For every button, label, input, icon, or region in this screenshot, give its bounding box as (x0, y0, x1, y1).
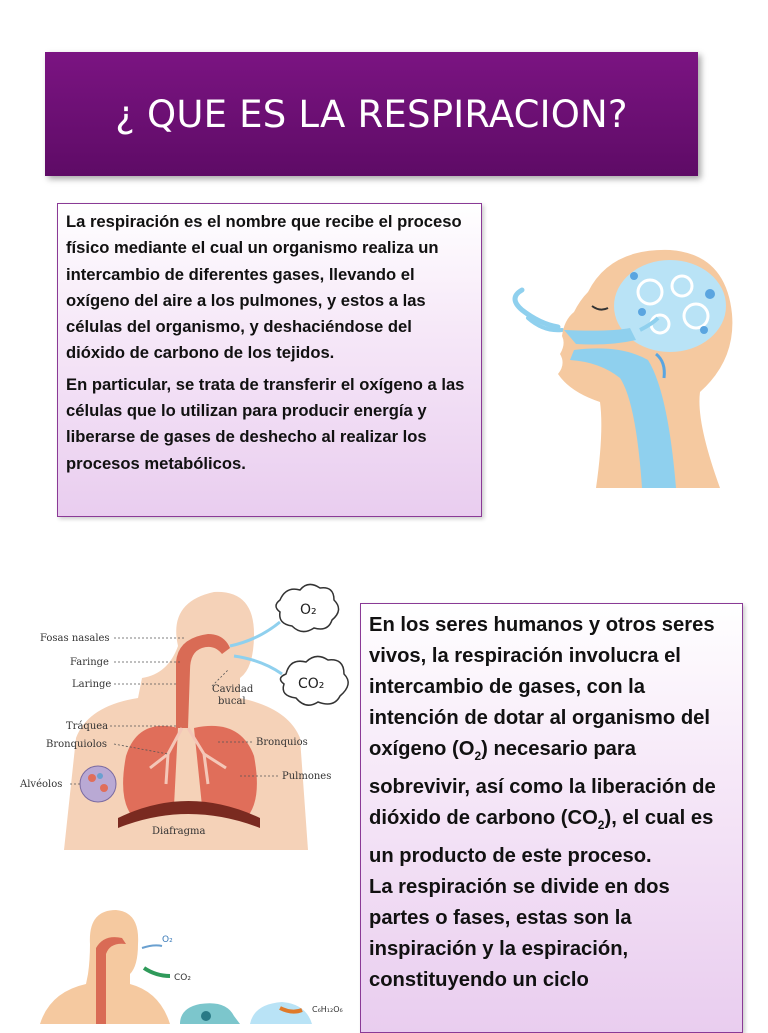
label-diafragma: Diafragma (152, 826, 206, 837)
respiration-phases-paragraph: La respiración se divide en dos partes o fases, estas son la inspiración y la espiración, constituyendo un ciclo (369, 876, 670, 992)
o2-bubble-label: O₂ (300, 602, 317, 618)
definition-box (57, 203, 482, 517)
glucose-label: C₆H₁₂O₆ (312, 1005, 343, 1014)
title-banner (45, 52, 698, 176)
label-traquea: Tráquea (66, 721, 109, 732)
human-respiration-paragraph: En los seres humanos y otros seres vivos, la respiración involucra el intercambio de gases, con la intención de dotar al organismo del oxígeno $(O_2)$ necesario para sobrevivir, así como la liberación de dióxido de carbono $(CO_2)$, el cual es un producto de este proceso. (369, 614, 716, 868)
label-cavidad: Cavidad (212, 684, 254, 695)
human-respiration-box (360, 603, 743, 1033)
co2-small-label: CO₂ (174, 973, 191, 983)
cellular-respiration-illustration (30, 904, 350, 1024)
o2-small-label: O₂ (162, 935, 173, 945)
page-title: ¿ QUE ES LA RESPIRACION? (115, 92, 628, 136)
label-faringe: Faringe (70, 657, 109, 668)
label-alveolos: Alvéolos (20, 779, 63, 790)
label-bucal: bucal (218, 696, 246, 707)
breathing-head-illustration (500, 232, 748, 488)
definition-paragraph-2: En particular, se trata de transferir el oxígeno a las células que lo utilizan para producir energía y liberarse de gases de deshecho al realizar los procesos metabólicos. (66, 374, 465, 473)
definition-paragraph-1: La respiración es el nombre que recibe el proceso físico mediante el cual un organismo realiza un intercambio de diferentes gases, llevando el oxígeno del aire a los pulmones, y estos a las células del organismo, y deshaciéndose del dióxido de carbono de los tejidos. (66, 212, 462, 363)
label-pulmones: Pulmones (282, 771, 332, 782)
label-bronquios: Bronquios (256, 737, 308, 748)
label-bronquiolos: Bronquiolos (46, 739, 108, 750)
label-laringe: Laringe (72, 679, 112, 690)
label-fosas-nasales: Fosas nasales (40, 633, 110, 644)
co2-bubble-label: CO₂ (298, 676, 325, 692)
respiratory-system-diagram (18, 578, 358, 850)
